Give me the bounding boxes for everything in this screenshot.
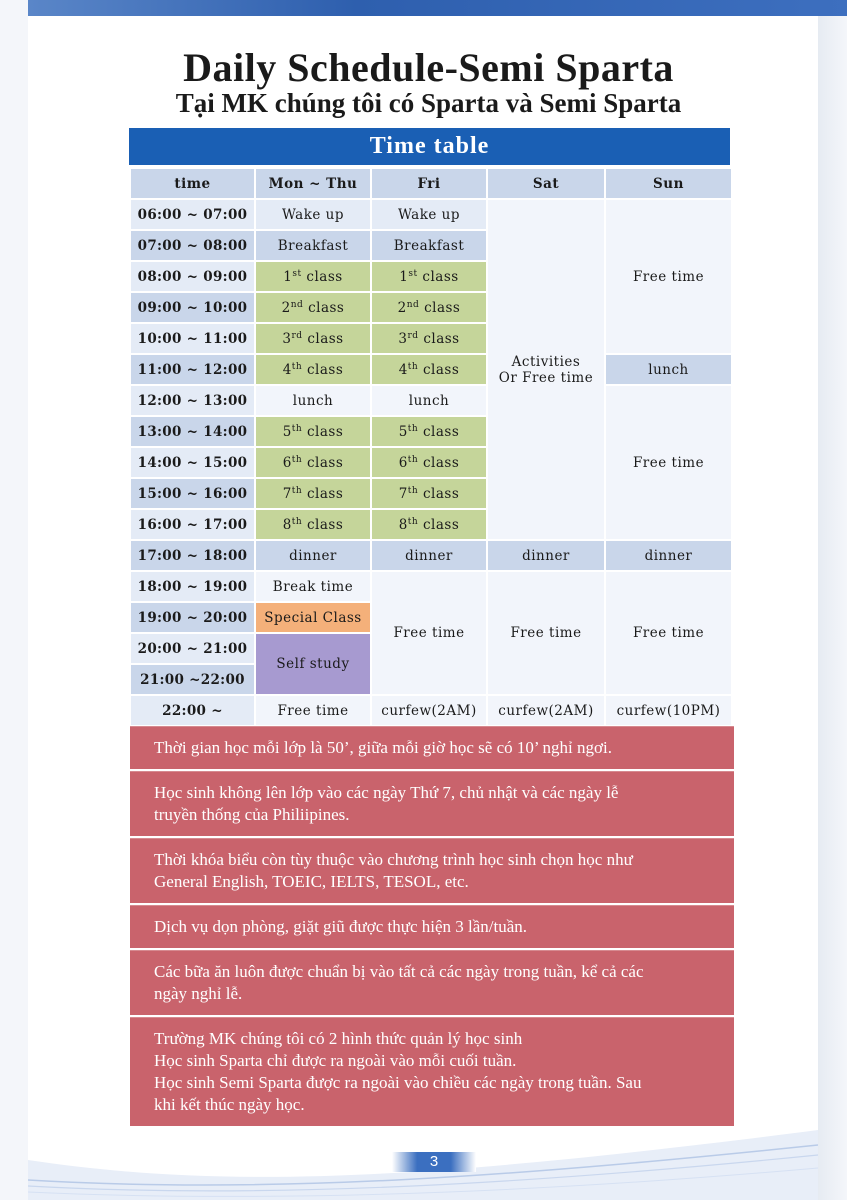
time-cell: 12:00 ~ 13:00 <box>131 386 254 415</box>
timetable <box>129 167 733 727</box>
cell-fri-class: 7th class <box>372 479 486 508</box>
page-subtitle: Tại MK chúng tôi có Sparta và Semi Sparta <box>175 88 682 118</box>
page-title: Daily Schedule-Semi Sparta <box>183 45 674 90</box>
table-header-row <box>131 169 731 198</box>
cell-sat-activities <box>488 200 604 539</box>
page-number: 3 <box>392 1152 476 1172</box>
cell-sun-free-afternoon: Free time <box>606 386 731 539</box>
table-row <box>131 696 731 725</box>
notes-list <box>130 726 734 1128</box>
cell-mon-thu-class: 5th class <box>256 417 370 446</box>
cell-mon-thu: Break time <box>256 572 370 601</box>
time-cell: 07:00 ~ 08:00 <box>131 231 254 260</box>
cell-mon-thu-class: 7th class <box>256 479 370 508</box>
cell-mon-thu-class: 6th class <box>256 448 370 477</box>
header-fri: Fri <box>372 169 486 198</box>
time-cell: 16:00 ~ 17:00 <box>131 510 254 539</box>
cell-fri-class: 2nd class <box>372 293 486 322</box>
header-time: time <box>131 169 254 198</box>
cell-fri-class: 1st class <box>372 262 486 291</box>
cell-sun-lunch: lunch <box>606 355 731 384</box>
cell-fri: Wake up <box>372 200 486 229</box>
table-row <box>131 200 731 229</box>
header-mon-thu: Mon ~ Thu <box>256 169 370 198</box>
cell-fri-class: 6th class <box>372 448 486 477</box>
cell-sat-free-evening: Free time <box>488 572 604 694</box>
cell-mon-thu: Wake up <box>256 200 370 229</box>
page-edge <box>818 16 847 1200</box>
cell-mon-thu: Breakfast <box>256 231 370 260</box>
time-cell: 22:00 ~ <box>131 696 254 725</box>
cell-fri-class: 8th class <box>372 510 486 539</box>
cell-fri-free-evening: Free time <box>372 572 486 694</box>
time-cell: 20:00 ~ 21:00 <box>131 634 254 663</box>
table-row <box>131 386 731 415</box>
header-sat: Sat <box>488 169 604 198</box>
cell-fri: lunch <box>372 386 486 415</box>
cell-fri: dinner <box>372 541 486 570</box>
header-sun: Sun <box>606 169 731 198</box>
cell-sun-curfew: curfew(10PM) <box>606 696 731 725</box>
time-cell: 06:00 ~ 07:00 <box>131 200 254 229</box>
time-cell: 11:00 ~ 12:00 <box>131 355 254 384</box>
table-row <box>131 355 731 384</box>
time-cell: 18:00 ~ 19:00 <box>131 572 254 601</box>
cell-mon-thu: Free time <box>256 696 370 725</box>
top-banner-bar <box>28 0 847 16</box>
cell-sun: dinner <box>606 541 731 570</box>
time-cell: 13:00 ~ 14:00 <box>131 417 254 446</box>
cell-mon-thu: dinner <box>256 541 370 570</box>
cell-fri-class: 4th class <box>372 355 486 384</box>
cell-mon-thu-special: Special Class <box>256 603 370 632</box>
cell-fri-class: 3rd class <box>372 324 486 353</box>
cell-sun-free-evening: Free time <box>606 572 731 694</box>
cell-mon-thu-class: 2nd class <box>256 293 370 322</box>
time-cell: 10:00 ~ 11:00 <box>131 324 254 353</box>
cell-sun-free-morning: Free time <box>606 200 731 353</box>
time-cell: 14:00 ~ 15:00 <box>131 448 254 477</box>
cell-mon-thu: lunch <box>256 386 370 415</box>
sat-activities-line1: Activities <box>511 353 581 370</box>
cell-mon-thu-class: 4th class <box>256 355 370 384</box>
time-cell: 21:00 ~22:00 <box>131 665 254 694</box>
time-cell: 08:00 ~ 09:00 <box>131 262 254 291</box>
cell-fri-class: 5th class <box>372 417 486 446</box>
table-row <box>131 541 731 570</box>
note-management: Trường MK chúng tôi có 2 hình thức quản lý học sinh Học sinh Sparta chỉ được ra ngoài vào mỗi cuối tuần. Học sinh Semi Sparta được ra ngoài vào chiều các ngày trong tuần. Sau khi kết thúc ngày học. <box>130 1017 734 1126</box>
timetable-caption: Time table <box>129 128 730 165</box>
cell-sat: dinner <box>488 541 604 570</box>
cell-sat-curfew: curfew(2AM) <box>488 696 604 725</box>
cell-fri: Breakfast <box>372 231 486 260</box>
time-cell: 15:00 ~ 16:00 <box>131 479 254 508</box>
note-program: Thời khóa biểu còn tùy thuộc vào chương trình học sinh chọn học như General English, TOEIC, IELTS, TESOL, etc. <box>130 838 734 903</box>
note-holidays: Học sinh không lên lớp vào các ngày Thứ 7, chủ nhật và các ngày lễ truyền thống của Philiipines. <box>130 771 734 836</box>
table-row <box>131 572 731 601</box>
cell-mon-thu-class: 8th class <box>256 510 370 539</box>
cell-fri-curfew: curfew(2AM) <box>372 696 486 725</box>
note-class-duration: Thời gian học mỗi lớp là 50’, giữa mỗi giờ học sẽ có 10’ nghỉ ngơi. <box>130 726 734 769</box>
time-cell: 19:00 ~ 20:00 <box>131 603 254 632</box>
time-cell: 09:00 ~ 10:00 <box>131 293 254 322</box>
cell-mon-thu-class: 1st class <box>256 262 370 291</box>
sat-activities-line2: Or Free time <box>498 369 594 386</box>
cell-mon-thu-class: 3rd class <box>256 324 370 353</box>
time-cell: 17:00 ~ 18:00 <box>131 541 254 570</box>
cell-mon-thu-self-study: Self study <box>256 634 370 694</box>
note-meals: Các bữa ăn luôn được chuẩn bị vào tất cả các ngày trong tuần, kể cả các ngày nghỉ lễ. <box>130 950 734 1015</box>
note-cleaning: Dịch vụ dọn phòng, giặt giũ được thực hiện 3 lần/tuần. <box>130 905 734 948</box>
